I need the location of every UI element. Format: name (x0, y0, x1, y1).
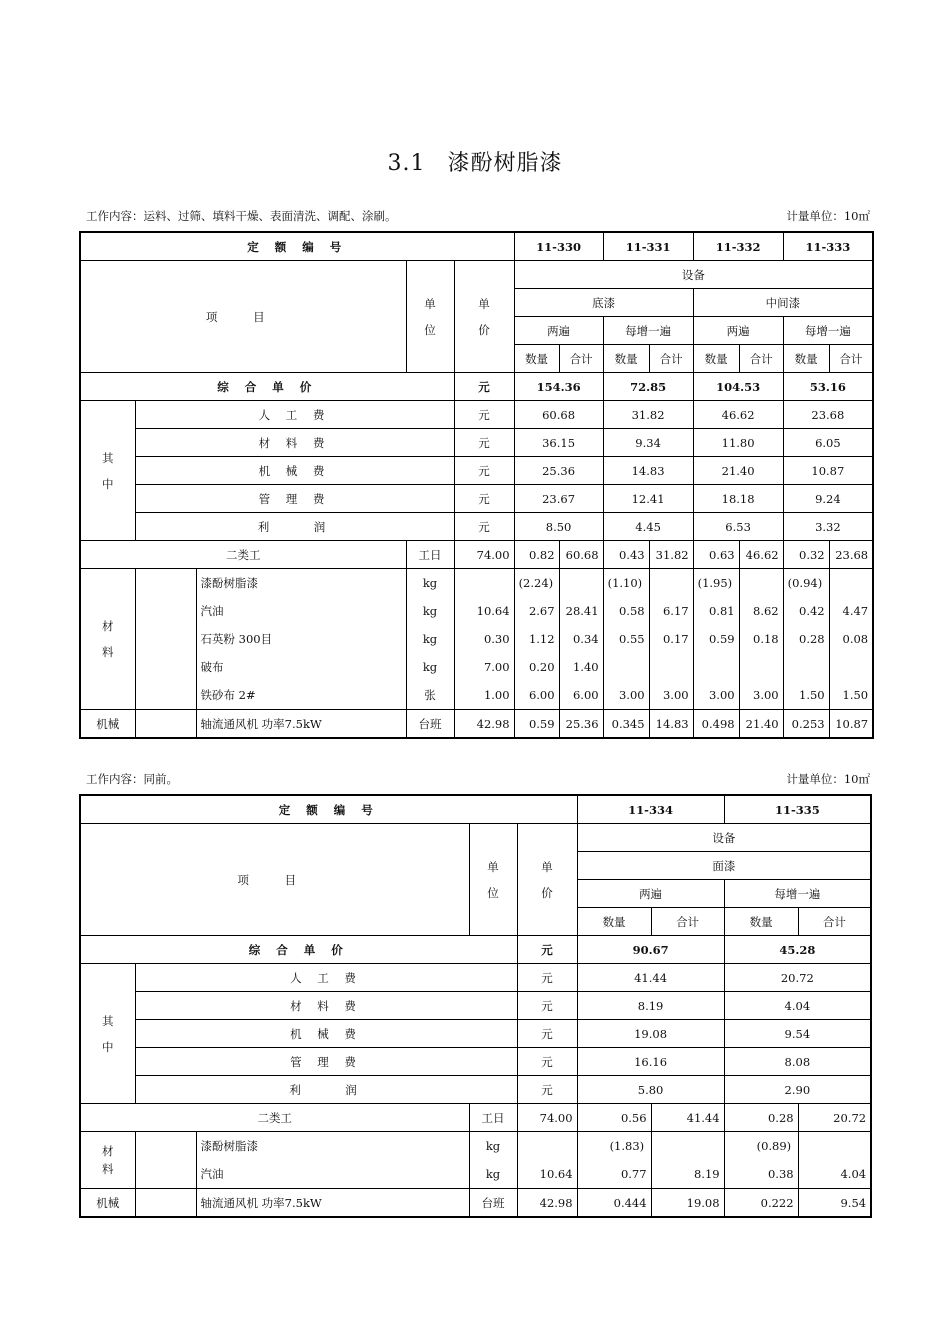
t1-header-row-1 (80, 261, 873, 289)
t1-material-row (80, 653, 873, 681)
t1-cost-row (80, 513, 873, 541)
t1-material-label: 材 料 (80, 569, 135, 710)
t1-material-val: 0.58 (603, 597, 649, 625)
t1-labor-val: 31.82 (649, 541, 693, 569)
t2-material-price: 10.64 (517, 1160, 577, 1189)
t2-labor-val: 20.72 (798, 1104, 871, 1132)
t2-cost-row (80, 964, 871, 992)
t1-material-unit: kg (406, 569, 454, 598)
t1-cost-val: 14.83 (603, 457, 693, 485)
t1-material-row (80, 681, 873, 710)
t2-measure-unit: 计量单位：10㎡ (786, 772, 870, 786)
t1-qty-h: 数量 (603, 345, 649, 373)
t2-sum-h: 合计 (651, 908, 724, 936)
t2-sub-1: 两遍 (577, 880, 724, 908)
t1-cost-unit: 元 (454, 429, 514, 457)
t1-qty-h: 数量 (783, 345, 829, 373)
t1-machine-price: 42.98 (454, 710, 514, 739)
t1-material-name: 石英粉 300目 (196, 625, 406, 653)
t2-cost-val: 8.08 (724, 1048, 871, 1076)
t1-code-1: 11-330 (514, 232, 603, 261)
t1-material-name: 铁砂布 2# (196, 681, 406, 710)
t1-material-val (829, 569, 873, 598)
t2-material-unit: kg (469, 1132, 517, 1161)
t1-labor-val: 0.82 (514, 541, 559, 569)
t1-material-row (80, 569, 873, 598)
t1-material-val: 3.00 (603, 681, 649, 710)
t2-material-blank (135, 1132, 196, 1189)
t1-cost-unit: 元 (454, 485, 514, 513)
t1-cost-row (80, 401, 873, 429)
t2-labor-row (80, 1104, 871, 1132)
t1-material-val: 4.47 (829, 597, 873, 625)
section-title (0, 146, 950, 177)
t1-material-val: 3.00 (739, 681, 783, 710)
t2-cost-unit: 元 (517, 1048, 577, 1076)
t1-machine-label: 机械 (80, 710, 135, 739)
t1-material-price: 7.00 (454, 653, 514, 681)
t1-cost-row (80, 429, 873, 457)
t2-material-val: 0.77 (577, 1160, 651, 1189)
t1-cost-val: 31.82 (603, 401, 693, 429)
t1-total-4: 53.16 (783, 373, 873, 401)
t2-material-label: 材 料 (80, 1132, 135, 1189)
quota-table-1 (79, 231, 874, 739)
t1-cost-val: 9.34 (603, 429, 693, 457)
t1-material-val (649, 569, 693, 598)
t1-qty-h: 数量 (693, 345, 739, 373)
t1-sum-h: 合计 (649, 345, 693, 373)
t1-cost-unit: 元 (454, 513, 514, 541)
t1-material-name: 破布 (196, 653, 406, 681)
t1-material-price (454, 569, 514, 598)
t2-machine-price: 42.98 (517, 1189, 577, 1218)
t1-material-val: 1.50 (783, 681, 829, 710)
t1-material-val: 28.41 (559, 597, 603, 625)
t1-machine-val: 0.498 (693, 710, 739, 739)
t2-meta (86, 771, 870, 787)
t1-material-val: 0.55 (603, 625, 649, 653)
t1-total-1: 154.36 (514, 373, 603, 401)
t1-labor-val: 60.68 (559, 541, 603, 569)
t1-material-unit: kg (406, 597, 454, 625)
t1-material-val: 0.18 (739, 625, 783, 653)
t2-cost-row (80, 1048, 871, 1076)
t2-machine-row (80, 1189, 871, 1218)
t2-equipment: 设备 (577, 824, 871, 852)
t1-machine-val: 21.40 (739, 710, 783, 739)
t1-cost-val: 6.05 (783, 429, 873, 457)
t2-work-content: 工作内容：同前。 (86, 772, 178, 786)
t1-sub-1: 两遍 (514, 317, 603, 345)
t2-total-unit: 元 (517, 936, 577, 964)
t1-material-price: 0.30 (454, 625, 514, 653)
t1-sum-h: 合计 (739, 345, 783, 373)
t1-equipment: 设备 (514, 261, 873, 289)
t1-sub-4: 每增一遍 (783, 317, 873, 345)
t2-labor-name: 二类工 (80, 1104, 469, 1132)
t1-material-val: 0.20 (514, 653, 559, 681)
t2-cost-name: 利 润 (135, 1076, 517, 1104)
t2-among-label: 其 中 (80, 964, 135, 1104)
t1-material-unit: kg (406, 653, 454, 681)
t2-total-row (80, 936, 871, 964)
t1-material-val: 6.17 (649, 597, 693, 625)
t1-labor-val: 23.68 (829, 541, 873, 569)
t1-total-2: 72.85 (603, 373, 693, 401)
t1-item-header: 项 目 (80, 261, 406, 373)
t2-price-header: 单 价 (517, 824, 577, 936)
t1-sub-3: 两遍 (693, 317, 783, 345)
t1-machine-unit: 台班 (406, 710, 454, 739)
t1-material-val: 0.28 (783, 625, 829, 653)
t1-cost-unit: 元 (454, 401, 514, 429)
t1-cost-unit: 元 (454, 457, 514, 485)
t2-material-val: (1.83) (577, 1132, 651, 1161)
t2-cost-unit: 元 (517, 1020, 577, 1048)
t1-labor-val: 0.43 (603, 541, 649, 569)
t2-cost-row (80, 992, 871, 1020)
t2-machine-val: 19.08 (651, 1189, 724, 1218)
t1-cost-val: 25.36 (514, 457, 603, 485)
t1-cost-name: 利 润 (135, 513, 454, 541)
t1-cost-val: 9.24 (783, 485, 873, 513)
t1-cost-name: 机 械 费 (135, 457, 454, 485)
t2-material-val: 8.19 (651, 1160, 724, 1189)
section-name: 漆酚树脂漆 (447, 151, 563, 176)
t1-material-val: (0.94) (783, 569, 829, 598)
t2-total-2: 45.28 (724, 936, 871, 964)
t1-sum-h: 合计 (559, 345, 603, 373)
t1-machine-name: 轴流通风机 功率7.5kW (196, 710, 406, 739)
t2-group-topcoat: 面漆 (577, 852, 871, 880)
t1-machine-val: 0.253 (783, 710, 829, 739)
t1-material-unit: 张 (406, 681, 454, 710)
t1-cost-val: 36.15 (514, 429, 603, 457)
t2-labor-price: 74.00 (517, 1104, 577, 1132)
t1-code-2: 11-331 (603, 232, 693, 261)
t2-material-name: 汽油 (196, 1160, 469, 1189)
t2-code-2: 11-335 (724, 795, 871, 824)
t1-group-intermediate: 中间漆 (693, 289, 873, 317)
t1-cost-val: 3.32 (783, 513, 873, 541)
t2-material-row (80, 1132, 871, 1161)
t1-cost-val: 21.40 (693, 457, 783, 485)
t1-machine-blank (135, 710, 196, 739)
t2-labor-val: 41.44 (651, 1104, 724, 1132)
t1-material-row (80, 597, 873, 625)
t1-measure-unit: 计量单位：10㎡ (786, 209, 870, 223)
t1-code-row (80, 232, 873, 261)
t1-among-label: 其 中 (80, 401, 135, 541)
t1-material-val: 6.00 (514, 681, 559, 710)
t1-cost-val: 46.62 (693, 401, 783, 429)
quota-table-2 (79, 794, 872, 1218)
t2-machine-blank (135, 1189, 196, 1218)
t1-cost-val: 6.53 (693, 513, 783, 541)
t2-material-val (651, 1132, 724, 1161)
t2-cost-row (80, 1076, 871, 1104)
t2-cost-name: 材 料 费 (135, 992, 517, 1020)
t1-material-val (603, 653, 649, 681)
t2-header-row-1 (80, 824, 871, 852)
t1-labor-val: 0.63 (693, 541, 739, 569)
t1-qty-h: 数量 (514, 345, 559, 373)
t2-code-1: 11-334 (577, 795, 724, 824)
t2-machine-name: 轴流通风机 功率7.5kW (196, 1189, 469, 1218)
t1-cost-val: 12.41 (603, 485, 693, 513)
t2-cost-val: 4.04 (724, 992, 871, 1020)
t1-material-price: 1.00 (454, 681, 514, 710)
t1-cost-val: 23.68 (783, 401, 873, 429)
t1-material-val (739, 569, 783, 598)
t1-material-val: 3.00 (649, 681, 693, 710)
t1-work-content: 工作内容：运料、过筛、填料干燥、表面清洗、调配、涂刷。 (86, 209, 397, 223)
t1-cost-val: 8.50 (514, 513, 603, 541)
t2-cost-val: 9.54 (724, 1020, 871, 1048)
t1-material-val: 1.12 (514, 625, 559, 653)
t2-machine-label: 机械 (80, 1189, 135, 1218)
t2-cost-unit: 元 (517, 992, 577, 1020)
t2-sum-h: 合计 (798, 908, 871, 936)
t1-machine-row (80, 710, 873, 739)
t2-item-header: 项 目 (80, 824, 469, 936)
t1-cost-row (80, 485, 873, 513)
t2-material-name: 漆酚树脂漆 (196, 1132, 469, 1161)
t2-unit-header: 单 位 (469, 824, 517, 936)
t1-material-price: 10.64 (454, 597, 514, 625)
t1-material-val (739, 653, 783, 681)
t1-machine-val: 14.83 (649, 710, 693, 739)
t1-material-val (649, 653, 693, 681)
t1-cost-name: 材 料 费 (135, 429, 454, 457)
t1-sub-2: 每增一遍 (603, 317, 693, 345)
t1-cost-row (80, 457, 873, 485)
t1-cost-val: 18.18 (693, 485, 783, 513)
t1-material-val: (2.24) (514, 569, 559, 598)
t2-cost-unit: 元 (517, 964, 577, 992)
t1-material-val (693, 653, 739, 681)
t2-cost-val: 19.08 (577, 1020, 724, 1048)
t2-cost-name: 人 工 费 (135, 964, 517, 992)
t1-quota-label: 定 额 编 号 (80, 232, 514, 261)
t1-total-label: 综 合 单 价 (80, 373, 454, 401)
t1-group-primer: 底漆 (514, 289, 693, 317)
t1-machine-val: 0.59 (514, 710, 559, 739)
t1-machine-val: 10.87 (829, 710, 873, 739)
t1-material-val: (1.95) (693, 569, 739, 598)
t2-labor-unit: 工日 (469, 1104, 517, 1132)
t1-material-val (783, 653, 829, 681)
t1-cost-val: 10.87 (783, 457, 873, 485)
t1-cost-name: 人 工 费 (135, 401, 454, 429)
t1-total-3: 104.53 (693, 373, 783, 401)
t1-material-val: 2.67 (514, 597, 559, 625)
t1-unit-header: 单 位 (406, 261, 454, 373)
t2-material-row (80, 1160, 871, 1189)
t2-labor-val: 0.28 (724, 1104, 798, 1132)
t1-machine-val: 0.345 (603, 710, 649, 739)
t1-material-unit: kg (406, 625, 454, 653)
t1-sum-h: 合计 (829, 345, 873, 373)
t1-cost-val: 60.68 (514, 401, 603, 429)
t2-machine-val: 0.222 (724, 1189, 798, 1218)
t1-material-blank (135, 569, 196, 710)
t2-cost-val: 16.16 (577, 1048, 724, 1076)
t2-material-unit: kg (469, 1160, 517, 1189)
t2-sub-2: 每增一遍 (724, 880, 871, 908)
t2-material-val: 0.38 (724, 1160, 798, 1189)
t2-cost-val: 41.44 (577, 964, 724, 992)
t1-labor-name: 二类工 (80, 541, 406, 569)
section-number: 3.1 (387, 151, 426, 176)
t2-cost-val: 8.19 (577, 992, 724, 1020)
t2-machine-unit: 台班 (469, 1189, 517, 1218)
t1-material-val: 0.42 (783, 597, 829, 625)
t2-qty-h: 数量 (577, 908, 651, 936)
t1-material-val: 0.81 (693, 597, 739, 625)
t2-material-val: 4.04 (798, 1160, 871, 1189)
t1-material-val: 0.17 (649, 625, 693, 653)
t1-material-val: 6.00 (559, 681, 603, 710)
t1-material-val: 0.08 (829, 625, 873, 653)
t2-quota-label: 定 额 编 号 (80, 795, 577, 824)
t1-cost-val: 4.45 (603, 513, 693, 541)
t1-material-row (80, 625, 873, 653)
t1-material-val (559, 569, 603, 598)
t2-machine-val: 9.54 (798, 1189, 871, 1218)
t1-total-unit: 元 (454, 373, 514, 401)
t1-material-val: 1.50 (829, 681, 873, 710)
t1-total-row (80, 373, 873, 401)
t2-cost-row (80, 1020, 871, 1048)
t1-meta (86, 208, 870, 224)
t1-material-val: 1.40 (559, 653, 603, 681)
t1-code-4: 11-333 (783, 232, 873, 261)
t2-total-1: 90.67 (577, 936, 724, 964)
t2-material-price (517, 1132, 577, 1161)
t2-qty-h: 数量 (724, 908, 798, 936)
t1-material-val: 0.59 (693, 625, 739, 653)
t2-cost-unit: 元 (517, 1076, 577, 1104)
t2-cost-val: 20.72 (724, 964, 871, 992)
t2-machine-val: 0.444 (577, 1189, 651, 1218)
t2-material-val: (0.89) (724, 1132, 798, 1161)
t1-cost-val: 23.67 (514, 485, 603, 513)
t2-labor-val: 0.56 (577, 1104, 651, 1132)
t1-cost-name: 管 理 费 (135, 485, 454, 513)
t1-labor-row (80, 541, 873, 569)
t2-code-row (80, 795, 871, 824)
t1-material-val: 3.00 (693, 681, 739, 710)
t1-material-val: (1.10) (603, 569, 649, 598)
t1-material-val (829, 653, 873, 681)
t1-labor-price: 74.00 (454, 541, 514, 569)
t1-labor-val: 0.32 (783, 541, 829, 569)
t2-material-val (798, 1132, 871, 1161)
t1-labor-val: 46.62 (739, 541, 783, 569)
t1-material-name: 汽油 (196, 597, 406, 625)
t1-machine-val: 25.36 (559, 710, 603, 739)
t2-cost-name: 管 理 费 (135, 1048, 517, 1076)
t1-labor-unit: 工日 (406, 541, 454, 569)
t1-cost-val: 11.80 (693, 429, 783, 457)
t1-material-name: 漆酚树脂漆 (196, 569, 406, 598)
t2-cost-name: 机 械 费 (135, 1020, 517, 1048)
t2-cost-val: 2.90 (724, 1076, 871, 1104)
t1-price-header: 单 价 (454, 261, 514, 373)
t1-code-3: 11-332 (693, 232, 783, 261)
t1-material-val: 0.34 (559, 625, 603, 653)
t2-cost-val: 5.80 (577, 1076, 724, 1104)
t2-total-label: 综 合 单 价 (80, 936, 517, 964)
t1-material-val: 8.62 (739, 597, 783, 625)
